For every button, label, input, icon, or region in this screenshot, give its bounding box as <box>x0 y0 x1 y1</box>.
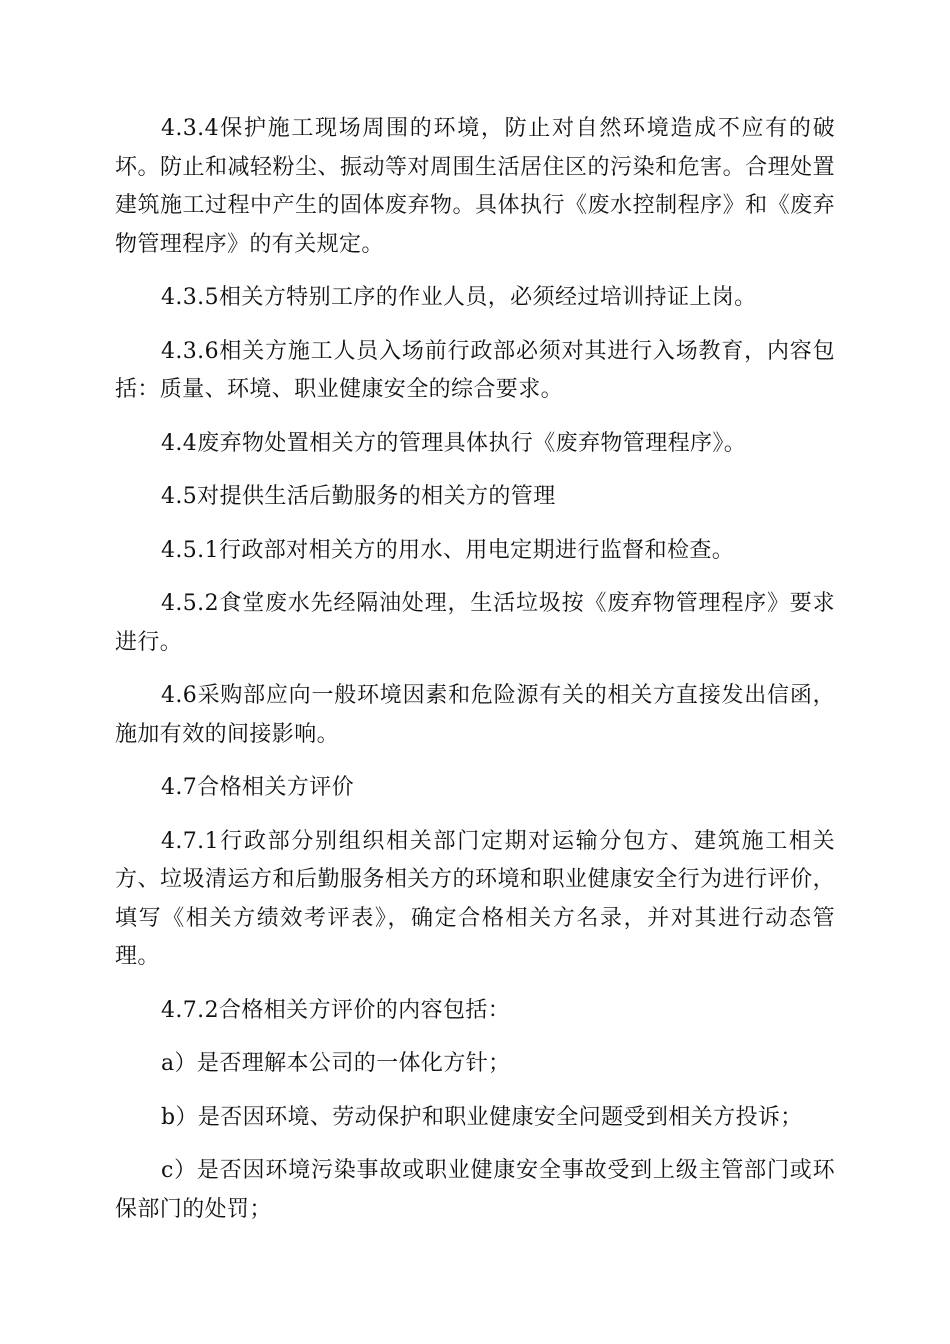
document-body <box>115 110 835 1244</box>
paragraph-4-3-4: 4.3.4保护施工现场周围的环境，防止对自然环境造成不应有的破坏。防止和减轻粉尘、振动等对周围生活居住区的污染和危害。合理处置建筑施工过程中产生的固体废弃物。具体执行《废水控制程序》和《废弃物管理程序》的有关规定。 <box>115 116 835 257</box>
paragraph-4-6: 4.6采购部应向一般环境因素和危险源有关的相关方直接发出信函，施加有效的间接影响。 <box>115 683 835 747</box>
paragraph-4-3-6: 4.3.6相关方施工人员入场前行政部必须对其进行入场教育，内容包括：质量、环境、职业健康安全的综合要求。 <box>115 338 835 402</box>
list-item-a: a）是否理解本公司的一体化方针； <box>161 1051 511 1076</box>
paragraph-4-5-1: 4.5.1行政部对相关方的用水、用电定期进行监督和检查。 <box>161 537 735 563</box>
list-item-b: b）是否因环境、劳动保护和职业健康安全问题受到相关方投诉； <box>161 1104 803 1130</box>
paragraph-4-7-1: 4.7.1行政部分别组织相关部门定期对运输分包方、建筑施工相关方、垃圾清运方和后勤服务相关方的环境和职业健康安全行为进行评价，填写《相关方绩效考评表》，确定合格相关方名录，并对其进行动态管理。 <box>115 828 835 969</box>
paragraph-4-5-2: 4.5.2食堂废水先经隔油处理，生活垃圾按《废弃物管理程序》要求进行。 <box>115 591 835 655</box>
paragraph-4-7-2: 4.7.2合格相关方评价的内容包括： <box>161 997 511 1023</box>
paragraph-4-3-5: 4.3.5相关方特别工序的作业人员，必须经过培训持证上岗。 <box>161 285 757 310</box>
paragraph-4-4: 4.4废弃物处置相关方的管理具体执行《废弃物管理程序》。 <box>161 430 747 456</box>
list-item-c: c）是否因环境污染事故或职业健康安全事故受到上级主管部门或环保部门的处罚； <box>115 1158 835 1222</box>
paragraph-4-5: 4.5对提供生活后勤服务的相关方的管理 <box>161 484 556 509</box>
paragraph-4-7: 4.7合格相关方评价 <box>161 775 354 800</box>
